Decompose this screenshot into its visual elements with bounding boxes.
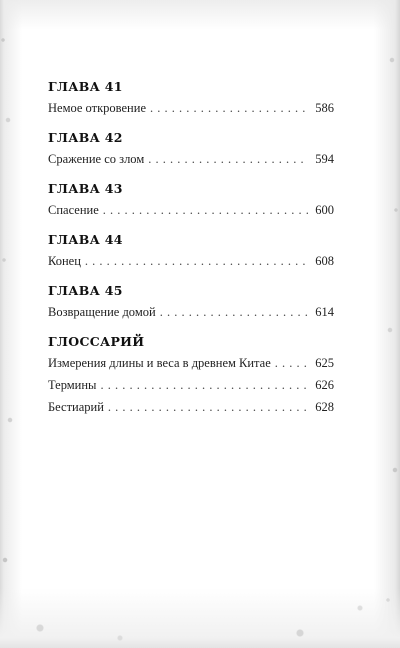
dot-leader bbox=[150, 100, 308, 116]
entry-page-number: 594 bbox=[315, 152, 334, 166]
dot-leader bbox=[160, 304, 308, 320]
section-heading: ГЛАВА 45 bbox=[48, 283, 123, 298]
table-of-contents bbox=[48, 78, 334, 428]
entry-page-number: 626 bbox=[315, 378, 334, 392]
entry-title: Измерения длины и веса в древнем Китае bbox=[48, 356, 271, 370]
section-heading: ГЛАВА 43 bbox=[48, 181, 123, 196]
toc-section-glossary bbox=[48, 333, 334, 415]
entry-title: Спасение bbox=[48, 203, 99, 217]
dot-leader bbox=[100, 377, 308, 393]
entry-page-number: 614 bbox=[315, 305, 334, 319]
dot-leader bbox=[275, 355, 308, 371]
toc-section-chapter-41 bbox=[48, 78, 334, 116]
entry-title: Термины bbox=[48, 378, 97, 392]
page-edge-right bbox=[370, 0, 400, 648]
entry-page-number: 600 bbox=[315, 203, 334, 217]
toc-entry[interactable] bbox=[48, 355, 334, 371]
section-heading: ГЛАВА 44 bbox=[48, 232, 123, 247]
page-edge-left bbox=[0, 0, 26, 648]
dot-leader bbox=[148, 151, 308, 167]
toc-entry[interactable] bbox=[48, 304, 334, 320]
entry-title: Конец bbox=[48, 254, 81, 268]
toc-section-chapter-43 bbox=[48, 180, 334, 218]
dot-leader bbox=[108, 399, 308, 415]
entry-title: Возвращение домой bbox=[48, 305, 156, 319]
toc-entry[interactable] bbox=[48, 253, 334, 269]
toc-entry[interactable] bbox=[48, 100, 334, 116]
toc-entry[interactable] bbox=[48, 151, 334, 167]
toc-section-chapter-42 bbox=[48, 129, 334, 167]
entry-title: Бестиарий bbox=[48, 400, 104, 414]
toc-entry[interactable] bbox=[48, 399, 334, 415]
toc-section-chapter-44 bbox=[48, 231, 334, 269]
section-heading: ГЛАВА 42 bbox=[48, 130, 123, 145]
page-edge-top bbox=[0, 0, 400, 40]
entry-title: Немое откровение bbox=[48, 101, 146, 115]
toc-section-chapter-45 bbox=[48, 282, 334, 320]
toc-entry[interactable] bbox=[48, 377, 334, 393]
section-heading: ГЛОССАРИЙ bbox=[48, 334, 145, 349]
dot-leader bbox=[85, 253, 308, 269]
entry-page-number: 625 bbox=[315, 356, 334, 370]
entry-page-number: 586 bbox=[315, 101, 334, 115]
entry-page-number: 628 bbox=[315, 400, 334, 414]
dot-leader bbox=[103, 202, 308, 218]
page-edge-bottom bbox=[0, 528, 400, 648]
entry-title: Сражение со злом bbox=[48, 152, 145, 166]
section-heading: ГЛАВА 41 bbox=[48, 79, 123, 94]
entry-page-number: 608 bbox=[315, 254, 334, 268]
toc-entry[interactable] bbox=[48, 202, 334, 218]
